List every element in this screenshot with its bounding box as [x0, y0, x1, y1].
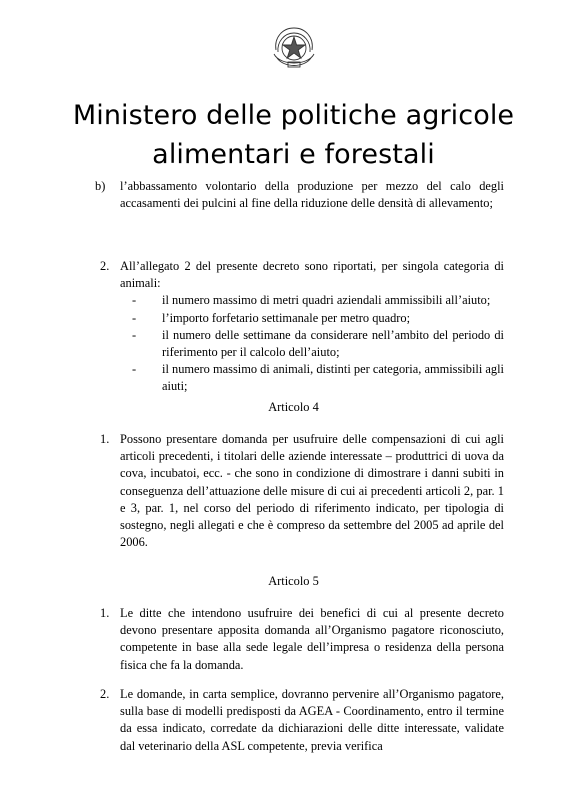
point-2-number: 2. [100, 259, 110, 273]
article-4-paragraph-1 [100, 431, 504, 551]
article-5-p2-text: Le domande, in carta semplice, dovranno pervenire all’Organismo pagatore, sulla base di modelli predisposti da AGEA - Coordinamento, entro il termine da essa indicato, corredate da dichiarazioni delle ditte interessate, validate dal veterinario della ASL competente, previa verifica [120, 687, 504, 753]
list-item: - il numero delle settimane da considerare nell’ambito del periodo di riferimento per il calcolo dell’aiuto; [132, 327, 504, 360]
list-item: - il numero massimo di animali, distinti per categoria, ammissibili agli aiuti; [132, 362, 504, 394]
article-5-paragraph-2 [100, 686, 504, 755]
point-2-list [120, 292, 504, 395]
point-2 [100, 258, 504, 396]
ministry-title-line-1: Ministero delle politiche agricole [72, 100, 515, 131]
ministry-title [0, 96, 587, 174]
article-4-p1-number: 1. [100, 432, 110, 446]
article-4-heading: Articolo 4 [268, 400, 319, 414]
point-2-intro: All’allegato 2 del presente decreto sono riportati, per singola categoria di animali: [120, 259, 504, 291]
item-b-label: b) [95, 179, 106, 193]
article-5-p1-number: 1. [100, 606, 110, 620]
italian-republic-emblem-icon [268, 22, 320, 72]
article-5-p2-number: 2. [100, 687, 110, 701]
article-5-heading: Articolo 5 [268, 574, 319, 588]
article-5-paragraph-1 [100, 605, 504, 674]
list-item: - l’importo forfetario settimanale per metro quadro; [132, 310, 411, 325]
article-5-p1-text: Le ditte che intendono usufruire dei benefici di cui al presente decreto devono presentare apposita domanda all’Organismo pagatore riconosciuto, competente in base alla sede legale dell’impresa o residenza della persona fisica che fa la domanda. [120, 606, 504, 672]
list-item: - il numero massimo di metri quadri aziendali ammissibili all’aiuto; [132, 293, 491, 308]
item-b [95, 178, 504, 212]
article-4-p1-text: Possono presentare domanda per usufruire delle compensazioni di cui agli articoli precedenti, i titolari delle aziende interessate – produttrici di uova da cova, incubatoi, ecc. - che sono in condizione di dimostrare i danni subiti in conseguenza dell’attuazione delle misure di cui ai precedenti articoli 2, par. 1 e 3, par. 1, nel corso del periodo di riferimento indicato, per tipologia di sostegno, negli allegati e che è compreso da settembre del 2005 ad aprile del 2006. [120, 432, 504, 550]
item-b-text: l’abbassamento volontario della produzione per mezzo del calo degli accasamenti dei pulcini al fine della riduzione delle densità di allevamento; [120, 179, 504, 211]
ministry-title-line-2: alimentari e forestali [152, 139, 435, 170]
